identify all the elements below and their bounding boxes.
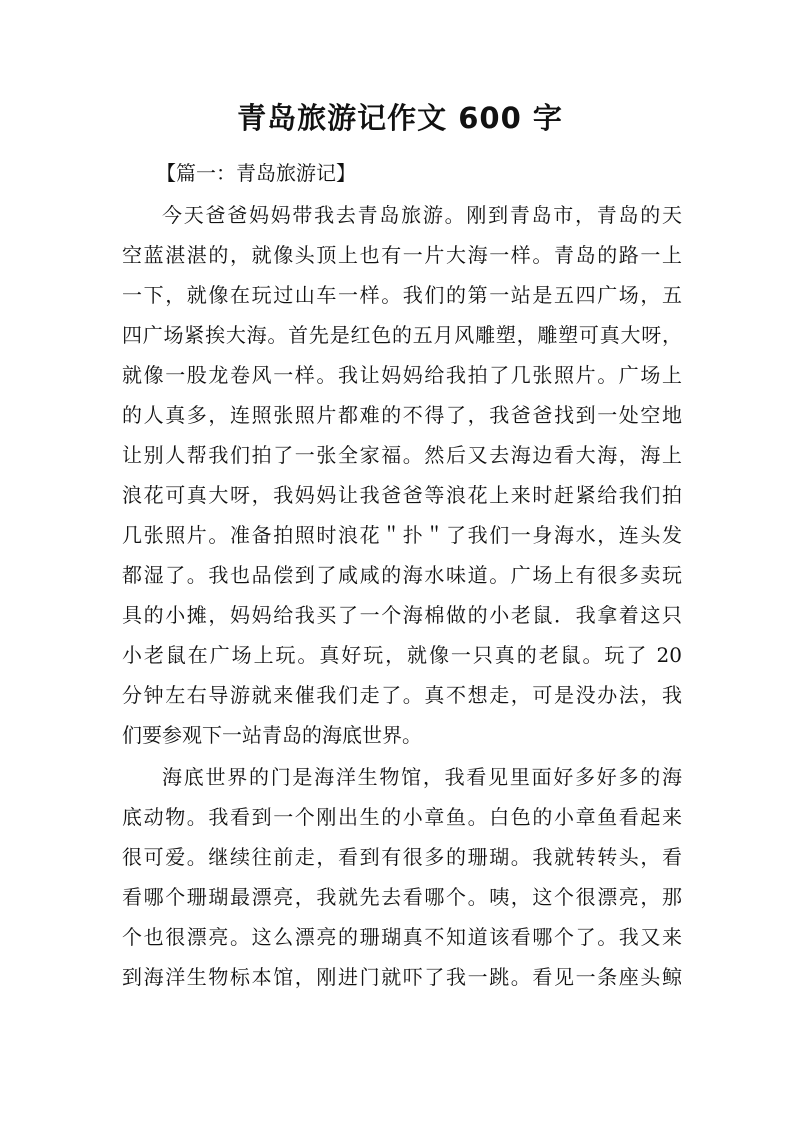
paragraph-2-line: 底动物。我看到一个刚出生的小章鱼。白色的小章鱼看起来: [122, 805, 682, 829]
section-heading: 【篇一：青岛旅游记】: [156, 161, 356, 185]
paragraph-1-line: 浪花可真大呀，我妈妈让我爸爸等浪花上来时赶紧给我们拍: [122, 483, 682, 507]
paragraph-1-line: 小老鼠在广场上玩。真好玩，就像一只真的老鼠。玩了 20: [122, 643, 682, 667]
paragraph-2-line: 到海洋生物标本馆，刚进门就吓了我一跳。看见一条座头鲸: [122, 965, 682, 989]
paragraph-1-line: 四广场紧挨大海。首先是红色的五月风雕塑，雕塑可真大呀，: [122, 323, 682, 347]
document-title: 青岛旅游记作文 600 字: [237, 101, 563, 135]
paragraph-2-line: 看哪个珊瑚最漂亮，我就先去看哪个。咦，这个很漂亮，那: [122, 885, 682, 909]
paragraph-1-line: 就像一股龙卷风一样。我让妈妈给我拍了几张照片。广场上: [122, 363, 682, 387]
paragraph-1-line: 都湿了。我也品偿到了咸咸的海水味道。广场上有很多卖玩: [122, 563, 682, 587]
paragraph-2-line: 很可爱。继续往前走，看到有很多的珊瑚。我就转转头，看: [122, 845, 682, 869]
paragraph-1-line: 今天爸爸妈妈带我去青岛旅游。刚到青岛市，青岛的天: [162, 203, 682, 227]
paragraph-1-line: 具的小摊，妈妈给我买了一个海棉做的小老鼠．我拿着这只: [122, 603, 682, 627]
paragraph-1-line: 空蓝湛湛的，就像头顶上也有一片大海一样。青岛的路一上: [122, 243, 682, 267]
paragraph-1-line: 一下，就像在玩过山车一样。我们的第一站是五四广场，五: [122, 283, 682, 307]
paragraph-1-line: 的人真多，连照张照片都难的不得了，我爸爸找到一处空地: [122, 403, 682, 427]
paragraph-1-line: 让别人帮我们拍了一张全家福。然后又去海边看大海，海上: [122, 443, 682, 467]
paragraph-2-line: 海底世界的门是海洋生物馆，我看见里面好多好多的海: [162, 765, 682, 789]
paragraph-2-line: 个也很漂亮。这么漂亮的珊瑚真不知道该看哪个了。我又来: [122, 925, 682, 949]
paragraph-1-line: 几张照片。准备拍照时浪花＂扑＂了我们一身海水，连头发: [122, 523, 682, 547]
paragraph-1-line: 们要参观下一站青岛的海底世界。: [122, 723, 422, 747]
paragraph-1-line: 分钟左右导游就来催我们走了。真不想走，可是没办法，我: [122, 683, 682, 707]
